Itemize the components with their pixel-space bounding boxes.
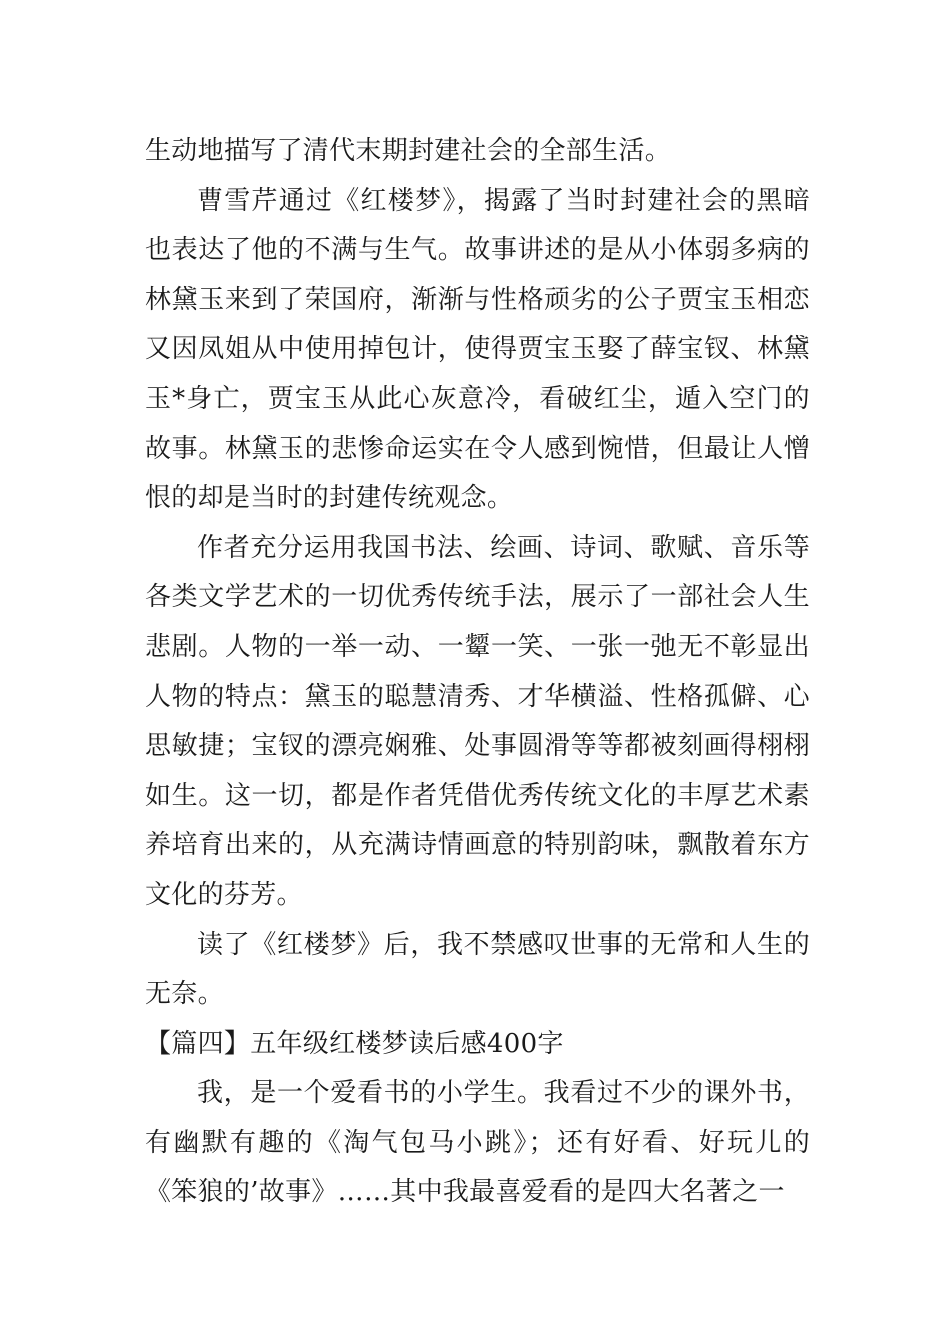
section-heading: 【篇四】五年级红楼梦读后感400字 <box>145 1028 564 1059</box>
paragraph-plot-summary: 曹雪芹通过《红楼梦》，揭露了当时封建社会的黑暗也表达了他的不满与生气。故事讲述的是从小体弱多病的林黛玉来到了荣国府，渐渐与性格顽劣的公子贾宝玉相恋又因凤姐从中使用掉包计，使得贾宝玉娶了薛宝钗、林黛玉*身亡，贾宝玉从此心灰意冷，看破红尘，遁入空门的故事。林黛玉的悲惨命运实在令人感到惋惜，但最让人憎恨的却是当时的封建传统观念。 <box>145 185 810 514</box>
paragraph-reflection: 读了《红楼梦》后，我不禁感叹世事的无常和人生的无奈。 <box>145 929 810 1010</box>
paragraph-continuation: 生动地描写了清代末期封建社会的全部生活。 <box>145 136 672 166</box>
paragraph-artistry: 作者充分运用我国书法、绘画、诗词、歌赋、音乐等各类文学艺术的一切优秀传统手法，展示了一部社会人生悲剧。人物的一举一动、一颦一笑、一张一弛无不彰显出人物的特点：黛玉的聪慧清秀、才华横溢、性格孤僻、心思敏捷；宝钗的漂亮娴雅、处事圆滑等等都被刻画得栩栩如生。这一切，都是作者凭借优秀传统文化的丰厚艺术素养培育出来的，从充满诗情画意的特别韵味，飘散着东方文化的芬芳。 <box>145 532 810 910</box>
paragraph-intro: 我，是一个爱看书的小学生。我看过不少的课外书，有幽默有趣的《淘气包马小跳》；还有好看、好玩儿的《笨狼的’故事》……其中我最喜爱看的是四大名著之一 <box>145 1078 810 1208</box>
document-body <box>145 127 810 1218</box>
